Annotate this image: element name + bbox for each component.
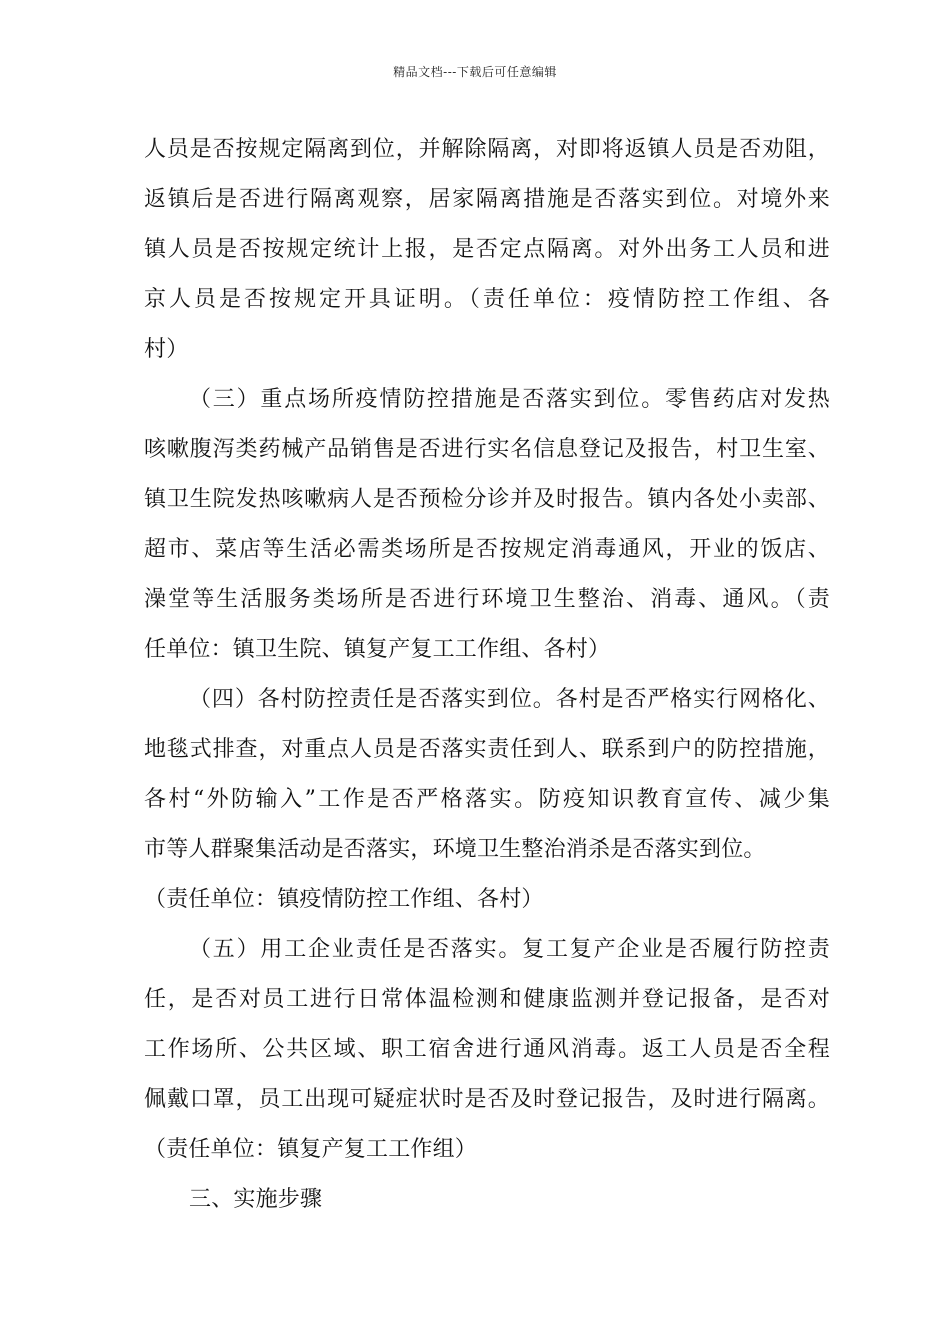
body-line: 镇卫生院发热咳嗽病人是否预检分诊并及时报告。镇内各处小卖部、 — [144, 487, 830, 512]
body-line: 任，是否对员工进行日常体温检测和健康监测并登记报备，是否对 — [144, 987, 830, 1012]
body-line: 工作场所、公共区域、职工宿舍进行通风消毒。返工人员是否全程 — [144, 1037, 830, 1062]
body-line: 地毯式排查，对重点人员是否落实责任到人、联系到户的防控措施， — [144, 737, 830, 762]
body-line: 咳嗽腹泻类药械产品销售是否进行实名信息登记及报告，村卫生室、 — [144, 437, 830, 462]
paragraph-start-line: （五）用工企业责任是否落实。复工复产企业是否履行防控责 — [189, 937, 830, 962]
body-line: 澡堂等生活服务类场所是否进行环境卫生整治、消毒、通风。（责 — [144, 587, 830, 612]
body-line: （责任单位：镇疫情防控工作组、各村） — [144, 887, 544, 912]
body-line: 村） — [144, 337, 189, 362]
body-line: （责任单位：镇复产复工工作组） — [144, 1137, 478, 1162]
body-line: 镇人员是否按规定统计上报，是否定点隔离。对外出务工人员和进 — [144, 237, 830, 262]
body-line: 各村“外防输入”工作是否严格落实。防疫知识教育宣传、减少集 — [144, 787, 830, 812]
body-line: 人员是否按规定隔离到位，并解除隔离，对即将返镇人员是否劝阻， — [144, 137, 830, 162]
body-line: 超市、菜店等生活必需类场所是否按规定消毒通风，开业的饭店、 — [144, 537, 830, 562]
section-heading: 三、实施步骤 — [189, 1187, 323, 1212]
body-line: 京人员是否按规定开具证明。（责任单位：疫情防控工作组、各 — [144, 287, 830, 312]
body-line: 任单位：镇卫生院、镇复产复工工作组、各村） — [144, 637, 611, 662]
page-header: 精品文档---下载后可任意编辑 — [393, 65, 557, 79]
body-line: 返镇后是否进行隔离观察，居家隔离措施是否落实到位。对境外来 — [144, 187, 830, 212]
body-line: 佩戴口罩，员工出现可疑症状时是否及时登记报告，及时进行隔离。 — [144, 1087, 830, 1112]
paragraph-start-line: （三）重点场所疫情防控措施是否落实到位。零售药店对发热 — [189, 387, 830, 412]
body-line: 市等人群聚集活动是否落实，环境卫生整治消杀是否落实到位。 — [144, 837, 766, 862]
paragraph-start-line: （四）各村防控责任是否落实到位。各村是否严格实行网格化、 — [189, 687, 830, 712]
